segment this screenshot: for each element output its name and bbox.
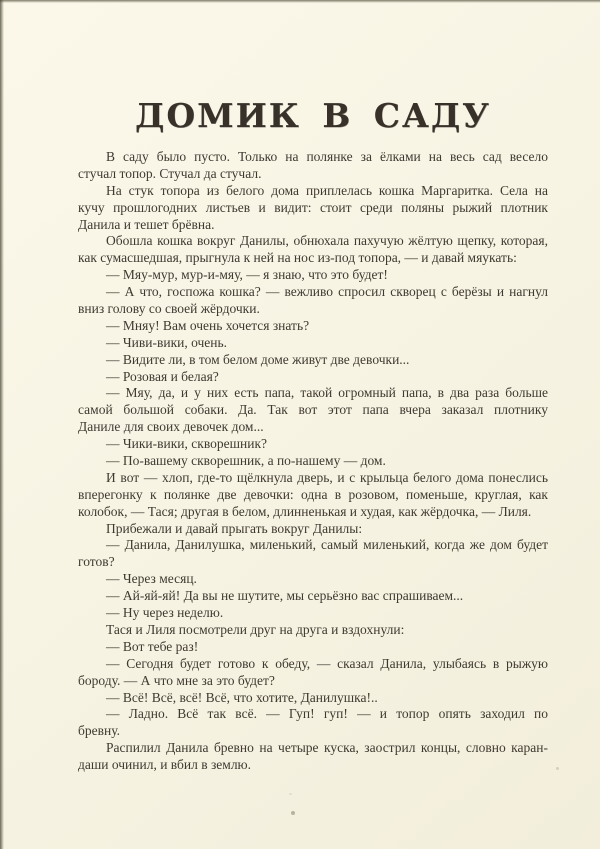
text-line: — Ну через неделю. xyxy=(106,605,224,621)
paragraph xyxy=(78,369,548,386)
text-line: — Чики-вики, скворешник? xyxy=(106,436,268,452)
text-line: — А что, госпожа кошка? — вежливо спросил скворец с берёзы и нагнул xyxy=(106,284,548,300)
text-line: Обошла кошка вокруг Данилы, обнюхала пахучую жёлтую щепку, которая, xyxy=(106,233,548,249)
paragraph xyxy=(78,537,548,571)
paragraph xyxy=(78,740,548,774)
text-line: — Через месяц. xyxy=(106,571,197,587)
paragraph xyxy=(78,233,548,267)
text-line: бревну. xyxy=(78,723,120,739)
paragraph xyxy=(78,605,548,622)
paragraph xyxy=(78,284,548,318)
text-line: кучу прошлогодних листьев и видит: стоит среди поляны рыжий плотник xyxy=(78,199,548,215)
paragraph xyxy=(78,690,548,707)
paragraph xyxy=(78,149,548,183)
text-line: — Чиви-вики, очень. xyxy=(106,334,228,350)
text-line: Распилил Данила бревно на четыре куска, заострил концы, словно каран- xyxy=(106,740,548,756)
paragraph xyxy=(78,385,548,436)
paragraph xyxy=(78,318,548,335)
text-line: Тася и Лиля посмотрели друг на друга и вздохнули: xyxy=(106,621,405,637)
text-line: вниз голову со своей жёрдочки. xyxy=(78,301,260,317)
paragraph xyxy=(78,470,548,521)
text-line: самой большой собаки. Да. Так вот этот папа вчера заказал плотнику xyxy=(78,402,548,418)
paragraph xyxy=(78,639,548,656)
text-line: как сумасшедшая, прыгнула к ней на нос из-под топора, — и давай мяукать: xyxy=(78,250,517,266)
paragraph xyxy=(78,335,548,352)
paragraph xyxy=(78,267,548,284)
text-line: колобок, — Тася; другая в белом, длинненькая и худая, как жёрдочка, — Лиля. xyxy=(78,503,532,519)
paragraph xyxy=(78,588,548,605)
text-line: — Вот тебе раз! xyxy=(106,638,199,654)
paragraph xyxy=(78,656,548,690)
text-line: — По-вашему скворешник, а по-нашему — дом. xyxy=(106,453,386,469)
text-line: — Ладно. Всё так всё. — Гуп! гуп! — и топор опять заходил по xyxy=(106,706,548,722)
text-line: — Сегодня будет готово к обеду, — сказал Данила, улыбаясь в рыжую xyxy=(106,655,548,671)
text-line: готов? xyxy=(78,554,115,570)
paragraph xyxy=(78,183,548,234)
scan-edge-left xyxy=(0,0,4,849)
text-line: Данила и тешет брёвна. xyxy=(78,216,215,232)
paragraph xyxy=(78,521,548,538)
text-line: Даниле для своих девочек дом... xyxy=(78,419,264,435)
text-line: На стук топора из белого дома приплелась кошка Маргаритка. Села на xyxy=(106,182,548,198)
paragraph xyxy=(78,622,548,639)
text-line: — Видите ли, в том белом доме живут две девочки... xyxy=(106,351,410,367)
paper-speck xyxy=(556,767,559,770)
text-line: бороду. — А что мне за это будет? xyxy=(78,672,275,688)
scan-edge-top xyxy=(0,0,600,3)
text-line: — Розовая и белая? xyxy=(106,368,219,384)
paragraph xyxy=(78,453,548,470)
text-line: — Мняу! Вам очень хочется знать? xyxy=(106,317,310,333)
paragraph xyxy=(78,706,548,740)
paper-speck xyxy=(291,811,295,815)
paper-speck xyxy=(289,793,292,795)
paragraph xyxy=(78,571,548,588)
text-line: — Ай-яй-яй! Да вы не шутите, мы серьёзно вас спрашиваем... xyxy=(106,588,464,604)
text-line: В саду было пусто. Только на полянке за ёлками на весь сад весело xyxy=(106,149,548,164)
text-line: даши очинил, и вбил в землю. xyxy=(78,757,252,773)
text-line: И вот — хлоп, где-то щёлкнула дверь, и с крыльца белого дома понеслись xyxy=(106,469,548,485)
text-line: — Мяу, да, и у них есть папа, такой огромный папа, в два раза больше xyxy=(106,385,548,401)
text-line: стучал топор. Стучал да стучал. xyxy=(78,165,262,181)
text-line: Прибежали и давай прыгать вокруг Данилы: xyxy=(106,520,363,536)
text-line: — Мяу-мур, мур-и-мяу, — я знаю, что это будет! xyxy=(106,267,388,283)
paragraph xyxy=(78,436,548,453)
text-line: — Данила, Данилушка, миленький, самый миленький, когда же дом будет xyxy=(106,537,548,553)
story-text xyxy=(78,149,548,774)
paragraph xyxy=(78,352,548,369)
text-line: — Всё! Всё, всё! Всё, что хотите, Данилушка!.. xyxy=(106,689,378,705)
page-title: ДОМИК В САДУ xyxy=(135,96,491,135)
text-line: вперегонку к полянке две девочки: одна в розовом, поменьше, круглая, как xyxy=(78,486,548,502)
